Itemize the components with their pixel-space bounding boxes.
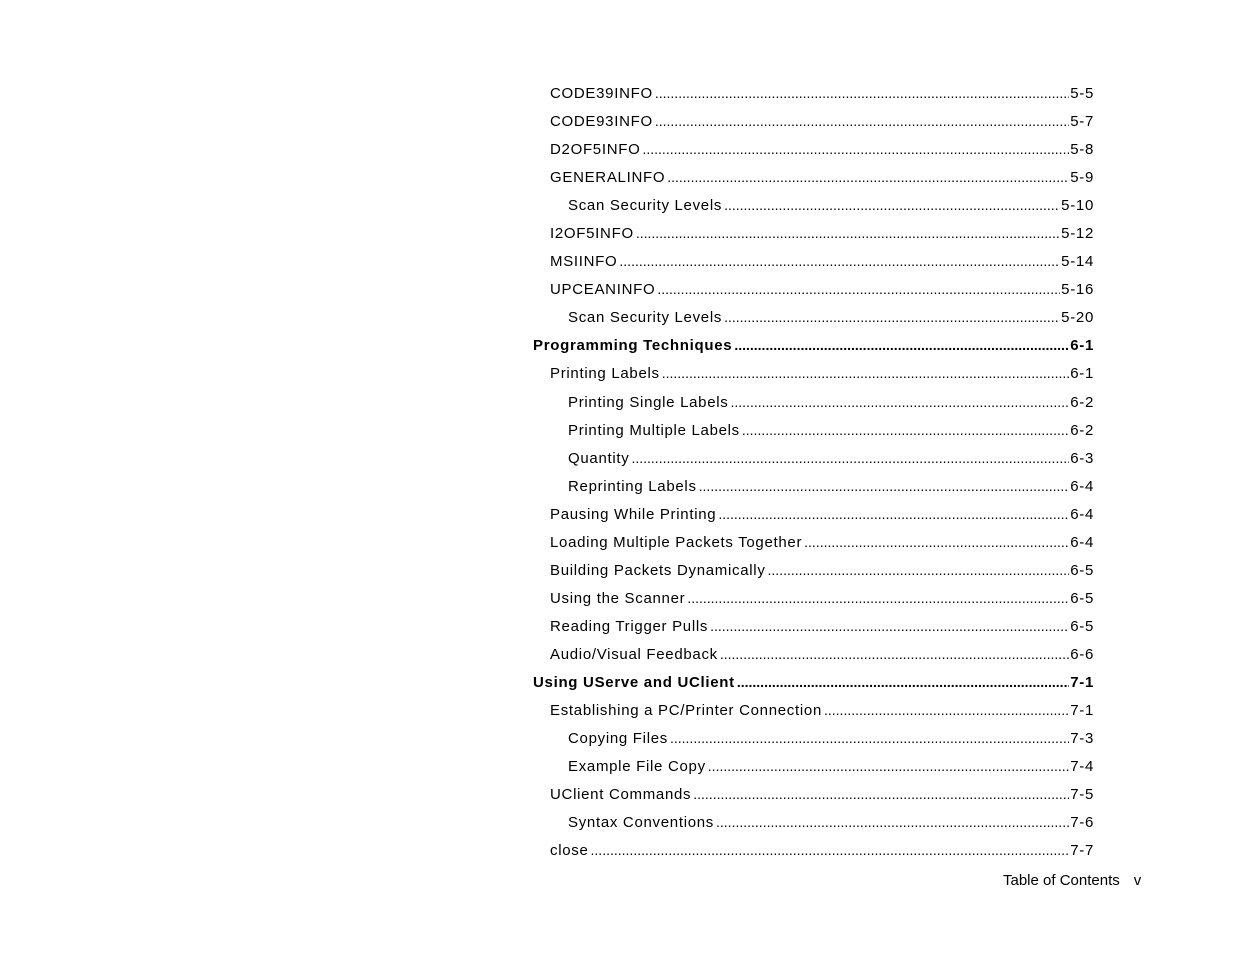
toc-entry [533,416,1094,444]
toc-dot-leader [591,836,1070,864]
toc-dot-leader [687,584,1069,612]
toc-dot-leader [699,472,1070,500]
toc-dot-leader [667,163,1069,191]
toc-entry-title: CODE93INFO [550,113,653,131]
toc-dot-leader [737,668,1069,696]
page-footer [1003,872,1141,890]
toc-dot-leader [693,780,1069,808]
toc-dot-leader [619,247,1060,275]
toc-entry-page: 5-14 [1061,253,1094,271]
toc-entry [533,331,1094,359]
toc-dot-leader [718,500,1069,528]
toc-entry [533,696,1094,724]
toc-entry-page: 6-5 [1070,561,1094,579]
toc-entry-title: Audio/Visual Feedback [550,645,718,663]
toc-entry-page: 7-4 [1070,758,1094,776]
toc-entry-page: 6-1 [1070,337,1094,355]
toc-entry-title: Example File Copy [568,758,706,776]
toc-entry-title: CODE39INFO [550,85,653,102]
toc-entry-page: 6-4 [1070,477,1094,495]
toc-entry-title: Reading Trigger Pulls [550,617,709,635]
toc-entry-page: 5-7 [1070,113,1094,131]
toc-entry-page: 5-5 [1070,85,1094,102]
toc-entry [533,584,1094,612]
toc-entry-page: 6-4 [1070,533,1094,551]
toc-dot-leader [655,79,1069,107]
toc-dot-leader [657,275,1060,303]
toc-entry-page: 7-1 [1070,702,1094,720]
toc-entry-page: 6-5 [1070,617,1094,635]
toc-entry-page: 6-1 [1070,365,1094,383]
toc-entry-page: 6-6 [1070,645,1094,663]
toc-dot-leader [768,556,1070,584]
toc-entry-title: Programming Techniques [533,337,733,355]
toc-entry-title: MSIINFO [550,253,618,271]
toc-entry-title: Reprinting Labels [568,477,697,495]
toc-dot-leader [824,696,1069,724]
toc-entry [533,79,1094,107]
toc-entry-page: 7-5 [1070,786,1094,804]
toc-entry-title: Printing Single Labels [568,393,729,411]
toc-entry-title: Printing Multiple Labels [568,421,740,439]
toc-entry [533,500,1094,528]
toc-entry-title: Using UServe and UClient [533,673,735,691]
toc-entry [533,556,1094,584]
toc-dot-leader [655,107,1069,135]
toc-entry [533,668,1094,696]
toc-dot-leader [636,219,1060,247]
toc-entry-title: UClient Commands [550,786,692,804]
toc-entry-title: Quantity [568,449,630,467]
toc-dot-leader [662,359,1069,387]
toc-entry [533,752,1094,780]
toc-dot-leader [631,444,1069,472]
toc-entry-title: Syntax Conventions [568,814,715,832]
toc-entry [533,780,1094,808]
toc-entry [533,163,1094,191]
footer-page-number: v [1133,872,1142,889]
toc-entry [533,247,1094,275]
toc-entry [533,472,1094,500]
toc-dot-leader [724,303,1060,331]
toc-entry [533,135,1094,163]
toc-entry-page: 5-10 [1061,197,1094,215]
toc-dot-leader [720,640,1069,668]
toc-entry-title: close [550,842,589,860]
toc-entry-page: 6-5 [1070,589,1094,607]
toc-entry-title: Scan Security Levels [568,309,723,327]
toc-entry-title: Pausing While Printing [550,505,717,523]
toc-dot-leader [716,808,1069,836]
toc-entry-page: 5-20 [1061,309,1094,327]
toc-entry-page: 5-12 [1061,225,1094,243]
toc-entry [533,836,1094,864]
toc-dot-leader [742,416,1069,444]
toc-entry [533,724,1094,752]
toc-entry [533,191,1094,219]
toc-entry-page: 5-16 [1061,281,1094,299]
toc-entry [533,107,1094,135]
toc-entry [533,612,1094,640]
toc-entry-title: Copying Files [568,730,668,748]
toc-entry [533,640,1094,668]
toc-entry-title: Establishing a PC/Printer Connection [550,702,822,720]
toc-dot-leader [708,752,1069,780]
toc-entry-title: Loading Multiple Packets Together [550,533,803,551]
toc-entry-page: 5-8 [1070,141,1094,159]
toc-entry-title: UPCEANINFO [550,281,656,299]
toc-entry-page: 7-7 [1070,842,1094,860]
toc-dot-leader [804,528,1069,556]
toc-dot-leader [731,388,1070,416]
toc-entry-page: 7-1 [1070,673,1094,691]
toc-dot-leader [642,135,1069,163]
toc-dot-leader [724,191,1060,219]
toc-entry-title: Printing Labels [550,365,660,383]
toc-entry-page: 7-3 [1070,730,1094,748]
toc-entry-page: 6-3 [1070,449,1094,467]
toc-entry-title: D2OF5INFO [550,141,641,159]
toc-entry-page: 6-4 [1070,505,1094,523]
toc-entry-title: I2OF5INFO [550,225,634,243]
footer-section-title: Table of Contents [1003,872,1120,889]
toc-entry-page: 6-2 [1070,421,1094,439]
toc-entry-page: 7-6 [1070,814,1094,832]
toc-entry-page: 5-9 [1070,169,1094,187]
toc-entry-title: Building Packets Dynamically [550,561,766,579]
toc-entry [533,359,1094,387]
toc-entry [533,219,1094,247]
toc-entry [533,275,1094,303]
toc-entry-title: Using the Scanner [550,589,686,607]
toc-dot-leader [670,724,1069,752]
toc-dot-leader [710,612,1069,640]
toc-entry [533,303,1094,331]
toc-entry [533,528,1094,556]
toc-entry [533,388,1094,416]
table-of-contents [533,79,1094,864]
toc-entry [533,444,1094,472]
toc-entry-page: 6-2 [1070,393,1094,411]
toc-dot-leader [734,331,1069,359]
toc-entry-title: Scan Security Levels [568,197,723,215]
toc-entry-title: GENERALINFO [550,169,666,187]
toc-entry [533,808,1094,836]
